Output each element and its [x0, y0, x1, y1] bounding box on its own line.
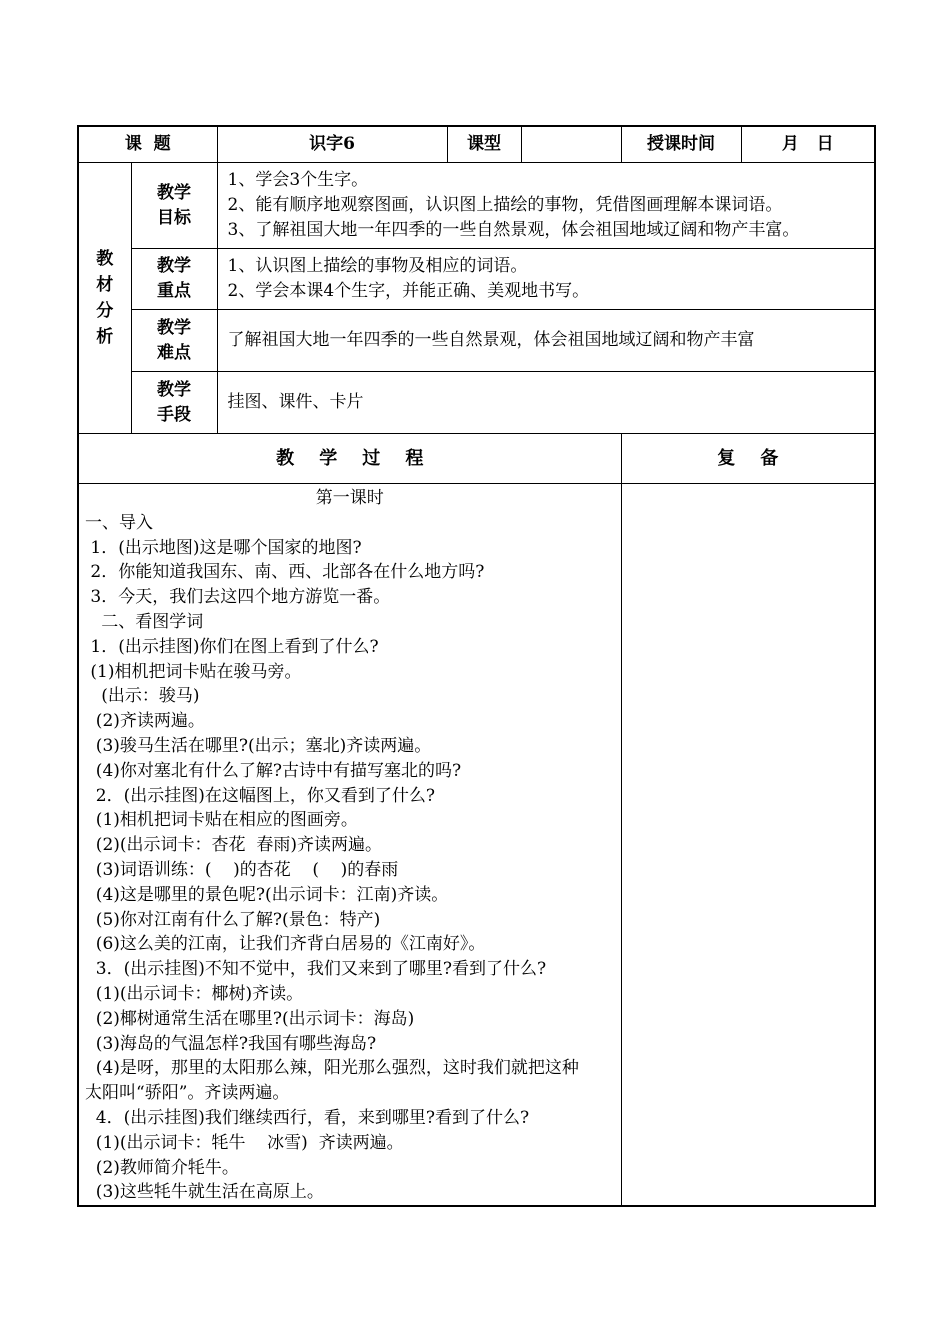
process-line: (4)这是哪里的景色呢?(出示词卡：江南)齐读。 [85, 884, 449, 905]
process-line: (2)教师简介牦牛。 [85, 1157, 239, 1178]
process-line: (3)词语训练：( )的杏花 ( )的春雨 [85, 859, 399, 880]
goal-line: 1、学会3个生字。 [227, 170, 369, 190]
goals-label-line2: 目标 [157, 207, 191, 228]
process-line: (2)(出示词卡：杏花 春雨)齐读两遍。 [85, 835, 382, 856]
means-label-line2: 手段 [157, 404, 191, 425]
process-line: (2)齐读两遍。 [85, 711, 205, 732]
key-point-line: 1、认识图上描绘的事物及相应的词语。 [227, 256, 528, 276]
type-value [521, 126, 621, 163]
header-row [78, 126, 875, 163]
goals-label-line1: 教学 [157, 182, 191, 203]
goal-line: 3、了解祖国大地一年四季的一些自然景观，体会祖国地域辽阔和物产丰富。 [227, 220, 800, 240]
time-label: 授课时间 [621, 126, 741, 163]
process-line: 2．你能知道我国东、南、西、北部各在什么地方吗? [85, 562, 485, 583]
key-points-label [131, 249, 217, 310]
process-line: 一、导入 [85, 512, 153, 533]
means-label [131, 372, 217, 434]
vertical-char: 析 [96, 327, 114, 347]
process-header-row [78, 434, 875, 484]
time-value: 月 日 [741, 126, 875, 163]
key-points-row [78, 249, 875, 310]
process-body-row [78, 484, 875, 1207]
vertical-char: 教 [96, 249, 114, 269]
means-content: 挂图、课件、卡片 [217, 372, 875, 434]
process-content [78, 484, 621, 1207]
process-line: 太阳叫“骄阳”。齐读两遍。 [85, 1083, 290, 1104]
goals-label [131, 163, 217, 249]
process-line: (3)这些牦牛就生活在高原上。 [85, 1182, 324, 1203]
lesson-plan-page [77, 125, 874, 1207]
lesson-plan-table [77, 125, 876, 1207]
means-row [78, 372, 875, 434]
process-line: (4)是呀，那里的太阳那么辣，阳光那么强烈，这时我们就把这种 [85, 1058, 579, 1079]
process-line: 1．(出示地图)这是哪个国家的地图? [85, 537, 362, 558]
process-line: (1)(出示词卡：椰树)齐读。 [85, 983, 304, 1004]
process-line: (1)相机把词卡贴在骏马旁。 [85, 661, 302, 682]
difficulties-content: 了解祖国大地一年四季的一些自然景观，体会祖国地域辽阔和物产丰富 [217, 310, 875, 372]
difficulties-row [78, 310, 875, 372]
difficulties-label-line1: 教学 [157, 317, 191, 338]
material-analysis-label [78, 163, 131, 434]
difficulties-label-line2: 难点 [157, 342, 191, 363]
vertical-char: 分 [96, 301, 114, 321]
process-title: 教 学 过 程 [78, 434, 621, 484]
vertical-char: 材 [96, 275, 114, 295]
key-points-content [217, 249, 875, 310]
process-line: (4)你对塞北有什么了解?古诗中有描写塞北的吗? [85, 760, 462, 781]
process-line: (2)椰树通常生活在哪里?(出示词卡：海岛) [85, 1008, 415, 1029]
difficulties-label [131, 310, 217, 372]
means-label-line1: 教学 [157, 379, 191, 400]
process-line: 2．(出示挂图)在这幅图上，你又看到了什么? [85, 785, 436, 806]
key-points-label-line2: 重点 [157, 281, 191, 301]
process-line: (3)海岛的气温怎样?我国有哪些海岛? [85, 1033, 377, 1054]
topic-label: 课 题 [78, 126, 217, 163]
topic-value: 识字6 [217, 126, 447, 163]
key-point-line: 2、学会本课4个生字，并能正确、美观地书写。 [227, 281, 590, 301]
process-line: (出示：骏马) [85, 686, 200, 707]
key-points-label-line1: 教学 [157, 256, 191, 276]
process-line: (3)骏马生活在哪里?(出示；塞北)齐读两遍。 [85, 735, 432, 756]
goal-line: 2、能有顺序地观察图画，认识图上描绘的事物，凭借图画理解本课词语。 [227, 195, 783, 215]
process-line: (1)相机把词卡贴在相应的图画旁。 [85, 810, 358, 831]
type-label: 课型 [447, 126, 521, 163]
process-line: (6)这么美的江南，让我们齐背白居易的《江南好》。 [85, 934, 486, 955]
lesson-title: 第一课时 [315, 488, 384, 508]
process-line: 3．今天，我们去这四个地方游览一番。 [85, 587, 391, 608]
process-line: 1．(出示挂图)你们在图上看到了什么? [85, 636, 379, 657]
process-line: 3．(出示挂图)不知不觉中，我们又来到了哪里?看到了什么? [85, 959, 547, 980]
goals-content [217, 163, 875, 249]
process-line: (1)(出示词卡：牦牛 冰雪) 齐读两遍。 [85, 1132, 404, 1153]
process-line: (5)你对江南有什么了解?(景色：特产) [85, 909, 381, 930]
process-line: 4．(出示挂图)我们继续西行，看，来到哪里?看到了什么? [85, 1107, 530, 1128]
process-lines [85, 511, 615, 1205]
review-content [621, 484, 875, 1207]
goals-row [78, 163, 875, 249]
review-title: 复 备 [621, 434, 875, 484]
process-line: 二、看图学词 [85, 611, 204, 632]
